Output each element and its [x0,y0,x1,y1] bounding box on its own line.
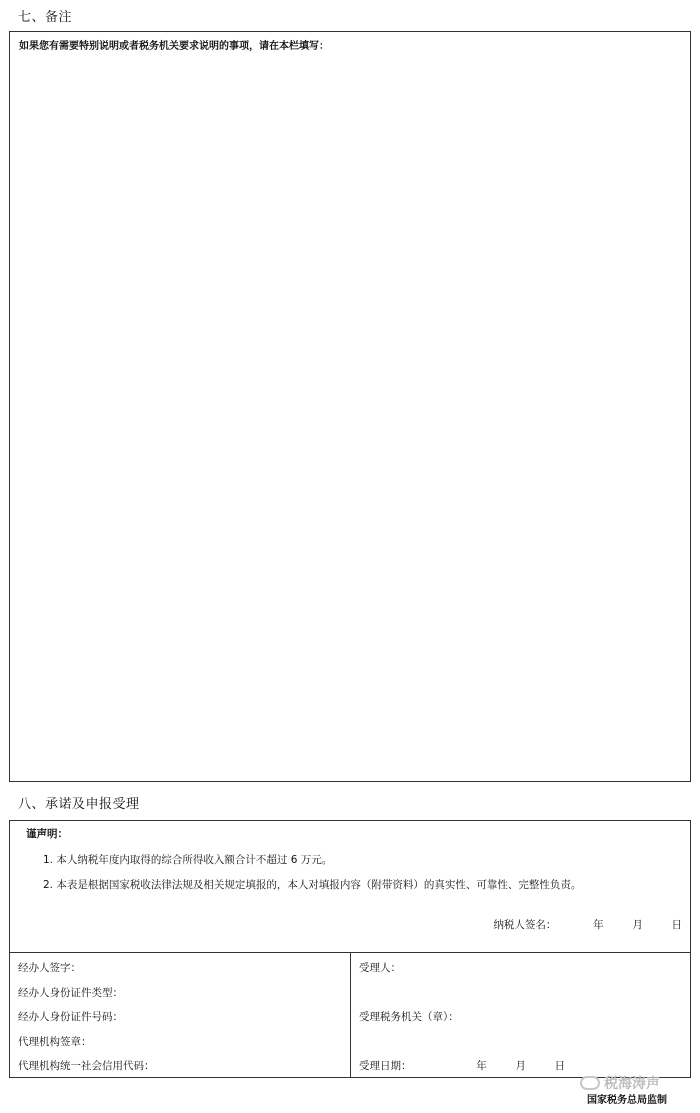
tax-authority-field[interactable]: 受理税务机关（章）： [359,1011,459,1023]
acceptance-day-label: 日 [554,1060,566,1072]
remarks-prompt: 如果您有需要特别说明或者税务机关要求说明的事项，请在本栏填写： [19,41,329,52]
acceptance-date-label: 受理日期： [359,1060,412,1072]
remarks-box[interactable] [9,31,691,782]
column-divider [350,953,351,1077]
agency-seal-field[interactable]: 代理机构签章： [18,1036,92,1048]
signature-month-label: 月 [632,919,643,931]
taxpayer-signature-label: 纳税人签名： [493,919,557,931]
footer-supervision-note: 国家税务总局监制 [587,1095,667,1106]
declaration-box [9,820,691,953]
agent-id-number-field[interactable]: 经办人身份证件号码： [18,1011,123,1023]
declaration-heading: 谨声明： [26,828,68,840]
agency-credit-code-field[interactable]: 代理机构统一社会信用代码： [18,1060,155,1072]
receiver-field[interactable]: 受理人： [359,962,401,974]
acceptance-table [9,952,691,1078]
section-8-title: 八、承诺及申报受理 [18,797,140,812]
watermark-text: 税海涛声 [604,1076,660,1092]
declaration-item-2: 2. 本表是根据国家税收法律法规及相关规定填报的，本人对填报内容（附带资料）的真实性、可靠性、完整性负责。 [43,879,582,891]
signature-day-label: 日 [671,919,682,931]
section-7-title: 七、备注 [18,10,73,25]
agent-signature-field[interactable]: 经办人签字： [18,962,81,974]
taxpayer-signature-line[interactable] [493,917,682,932]
declaration-item-1: 1. 本人纳税年度内取得的综合所得收入额合计不超过 6 万元。 [43,854,333,866]
acceptance-year-label: 年 [476,1060,487,1072]
acceptance-month-label: 月 [515,1060,526,1072]
watermark [580,1073,660,1093]
agent-id-type-field[interactable]: 经办人身份证件类型： [18,987,123,999]
acceptance-date-field[interactable] [359,1058,565,1073]
signature-year-label: 年 [593,919,604,931]
wechat-logo-icon [580,1076,600,1090]
